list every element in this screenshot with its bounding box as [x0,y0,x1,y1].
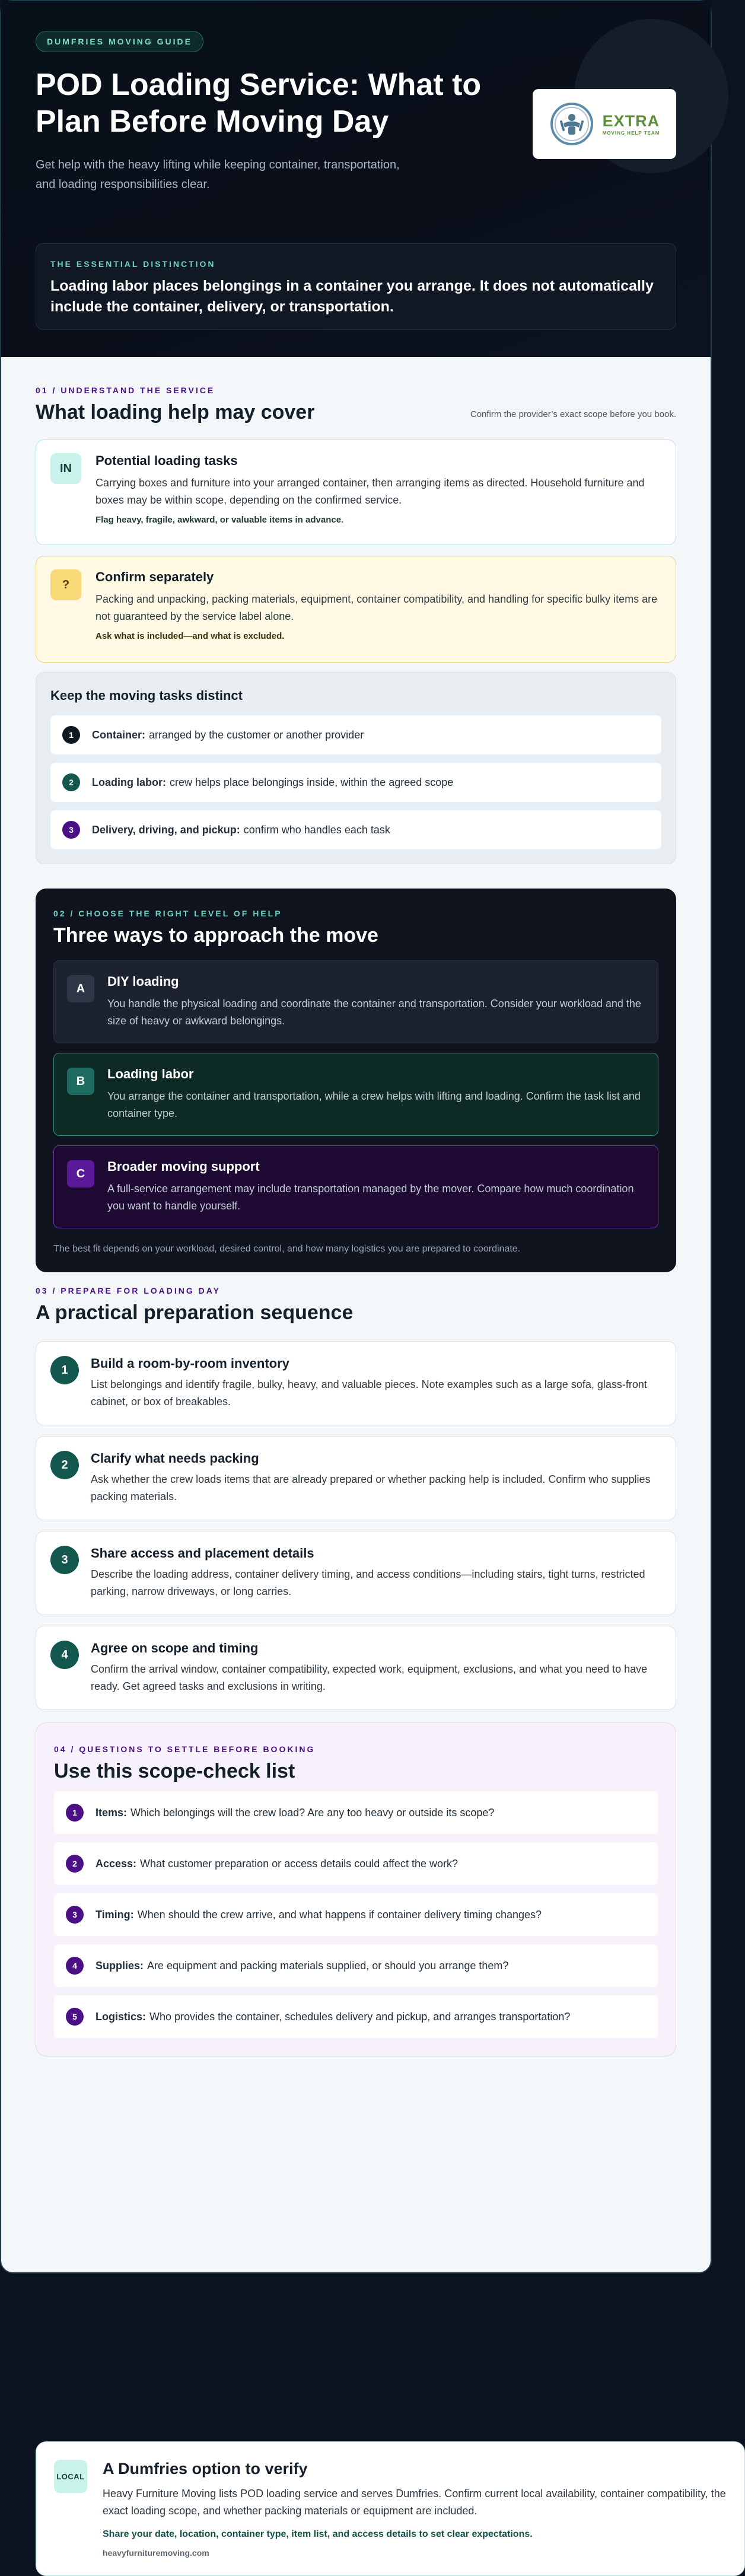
option-body: You handle the physical loading and coordinate the container and transportation. Consider your workload and the size of heavy or awkward belongings. [107,998,641,1027]
list-item [54,1842,658,1885]
section-choose-level [36,889,676,1272]
step-body: List belongings and identify fragile, bulky, heavy, and valuable pieces. Note examples such as a large sofa, glass-front cabinet, or box of breakables. [91,1378,647,1408]
panel-title: Keep the moving tasks distinct [50,688,243,703]
step-card [36,1341,676,1425]
list-item [54,1893,658,1936]
local-option-card [36,2441,745,2576]
question-badge: ? [50,569,81,600]
option-badge: A [67,975,94,1002]
section-title: A practical preparation sequence [36,1301,354,1324]
option-badge: C [67,1160,94,1187]
step-number: 4 [50,1641,79,1669]
section-prepare [36,1286,676,1721]
section-understand-service [36,386,676,864]
section-title: Use this scope-check list [54,1760,295,1782]
step-title: Agree on scope and timing [91,1641,259,1655]
hero [1,1,711,357]
item-label: Items: [95,1806,128,1819]
list-item [50,715,661,754]
item-text: Are equipment and packing materials supplied, or should you arrange them? [147,1959,509,1972]
step-body: Describe the loading address, container delivery timing, and access conditions—including stairs, tight turns, restricted parking, narrow driveways, or long carries. [91,1568,645,1597]
essential-text: Loading labor places belongings in a container you arrange. It does not automatically include the container, delivery, or transportation. [50,278,654,315]
scope-card-included [36,440,676,545]
item-text: Which belongings will the crew load? Are any too heavy or outside its scope? [130,1806,495,1819]
distinct-tasks-panel [36,672,676,864]
brand-logo[interactable] [533,89,676,159]
list-item [54,1995,658,2038]
card-emphasis: Share your date, location, container type, item list, and access details to set clear expectations. [103,2529,533,2539]
card-body: Heavy Furniture Moving lists POD loading service and serves Dumfries. Confirm current local availability, container compatibility, the exact loading scope, and whether packing materials or equipment are included. [103,2488,726,2517]
option-title: DIY loading [107,974,179,989]
step-body: Ask whether the crew loads items that are already prepared or whether packing help is included. Confirm who supplies packing materials. [91,1473,651,1502]
step-card [36,1626,676,1710]
website-link[interactable]: heavyfurnituremoving.com [103,2548,209,2558]
list-item [50,810,661,849]
section-title: Three ways to approach the move [53,924,378,947]
option-diy [53,960,658,1043]
number-badge: 5 [66,2008,84,2026]
option-body: You arrange the container and transportation, while a crew helps with lifting and loading. Confirm the task list and container type. [107,1090,641,1119]
section-scope-check [36,1722,676,2056]
scope-card-confirm [36,556,676,663]
guide-kicker-pill: DUMFRIES MOVING GUIDE [36,31,203,52]
logo-wordmark: EXTRA [602,112,660,130]
card-body: Packing and unpacking, packing materials, equipment, container compatibility, and handling for specific bulky items are not guaranteed by the service label alone. [95,593,658,622]
step-number: 1 [50,1356,79,1384]
card-title: A Dumfries option to verify [103,2460,308,2478]
card-body: Carrying boxes and furniture into your arranged container, then arranging items as directed. Household furniture and boxes may be within scope, depending on the confirmed service. [95,477,645,506]
item-label: Loading labor: [92,776,166,788]
option-broader-support [53,1145,658,1228]
step-body: Confirm the arrival window, container compatibility, expected work, equipment, exclusions, and what you need to have ready. Get agreed tasks and exclusions in writing. [91,1663,648,1692]
section-kicker: 01 / UNDERSTAND THE SERVICE [36,386,215,395]
step-title: Share access and placement details [91,1546,314,1561]
item-text: What customer preparation or access details could affect the work? [140,1857,458,1870]
list-item [50,763,661,802]
option-title: Broader moving support [107,1159,260,1174]
item-label: Access: [95,1857,137,1870]
number-badge: 2 [62,773,80,791]
item-text: When should the crew arrive, and what happens if container delivery timing changes? [137,1908,542,1921]
essential-kicker: THE ESSENTIAL DISTINCTION [50,259,216,269]
local-badge: LOCAL [54,2460,87,2493]
card-title: Potential loading tasks [95,453,238,468]
number-badge: 3 [62,821,80,839]
list-item [54,1791,658,1834]
option-title: Loading labor [107,1066,194,1081]
option-body: A full-service arrangement may include transportation managed by the mover. Compare how much coordination you want to handle yourself. [107,1183,634,1212]
logo-tagline: MOVING HELP TEAM [602,130,660,136]
item-text: crew helps place belongings inside, within the agreed scope [170,776,454,788]
number-badge: 4 [66,1957,84,1975]
steps-list [36,1341,676,1710]
section-title: What loading help may cover [36,401,315,424]
section-kicker: 02 / CHOOSE THE RIGHT LEVEL OF HELP [53,909,282,918]
option-loading-labor [53,1053,658,1136]
number-badge: 2 [66,1855,84,1873]
step-card [36,1531,676,1615]
section-kicker: 04 / QUESTIONS TO SETTLE BEFORE BOOKING [54,1744,316,1754]
item-text: confirm who handles each task [243,823,390,836]
option-badge: B [67,1068,94,1095]
hero-subtitle: Get help with the heavy lifting while keeping container, transportation, and loading responsibilities clear. [36,158,400,191]
question-list [54,1791,658,2038]
page-title: POD Loading Service: What to Plan Before Moving Day [36,68,482,139]
section-note: Confirm the provider’s exact scope before you book. [470,409,676,419]
card-emphasis: Ask what is included—and what is excluded. [95,631,285,641]
number-badge: 3 [66,1906,84,1924]
card-emphasis: Flag heavy, fragile, awkward, or valuable items in advance. [95,515,344,525]
mover-lifting-icon [549,101,594,147]
step-title: Build a room-by-room inventory [91,1356,289,1371]
item-label: Timing: [95,1908,134,1921]
section-note: The best fit depends on your workload, desired control, and how many logistics you are prepared to coordinate. [53,1244,521,1254]
item-label: Delivery, driving, and pickup: [92,823,240,836]
item-text: Who provides the container, schedules delivery and pickup, and arranges transportation? [149,2010,571,2023]
step-title: Clarify what needs packing [91,1451,259,1466]
item-text: arranged by the customer or another provider [149,728,364,741]
item-label: Logistics: [95,2010,147,2023]
item-label: Container: [92,728,145,741]
number-badge: 1 [62,726,80,744]
step-number: 2 [50,1451,79,1479]
included-badge: IN [50,453,81,484]
step-number: 3 [50,1546,79,1574]
list-item [54,1944,658,1987]
number-badge: 1 [66,1804,84,1822]
essential-distinction-callout [36,243,676,330]
item-label: Supplies: [95,1959,144,1972]
card-title: Confirm separately [95,569,214,584]
step-card [36,1436,676,1520]
section-kicker: 03 / PREPARE FOR LOADING DAY [36,1286,221,1295]
